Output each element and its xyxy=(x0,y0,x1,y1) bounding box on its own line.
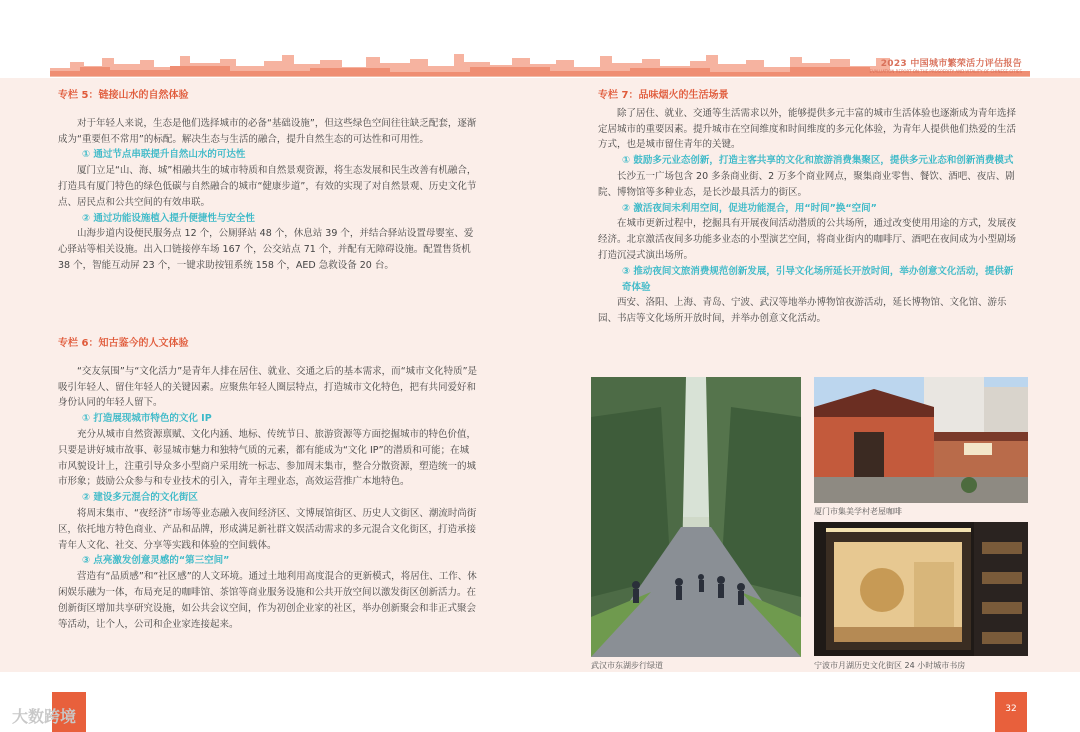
column-6-subhead-2: ② 建设多元混合的文化街区 xyxy=(82,492,198,504)
page-footer xyxy=(0,672,1080,732)
page-number: 32 xyxy=(995,692,1027,732)
column-7-subhead-3: ③ 推动夜间文旅消费规范创新发展，引导文化场所延长开放时间，举办创意文化活动，提供新奇体验 xyxy=(622,265,1014,293)
column-6-subhead-3: ③ 点亮激发创意灵感的“第三空间” xyxy=(82,555,230,567)
header-divider xyxy=(50,76,1030,77)
column-7-title: 专栏 7：品味烟火的生活场景 xyxy=(598,90,729,101)
photo-caption-ningbo: 宁波市月湖历史文化街区 24 小时城市书房 xyxy=(814,661,966,670)
column-5-title: 专栏 5：链接山水的自然体验 xyxy=(58,90,189,101)
column-7-subhead-2: ② 激活夜间未利用空间，促进功能混合，用“时间”换“空间” xyxy=(622,202,877,214)
column-7-intro: 除了居住、就业、交通等生活需求以外，能够提供多元丰富的城市生活体验也逐渐成为青年选择定居城市的重要因素。提升城市在空间维度和时间维度的多元化体验，为青年人提供他们热爱的生活方式，也是城市留住青年的关键。 xyxy=(598,107,1017,151)
photo-xiamen-coffee xyxy=(814,377,1028,503)
page-header xyxy=(0,0,1080,78)
column-6-para-2: 将周末集市、“夜经济”市场等业态融入夜间经济区、文博展馆街区、历史人文街区、潮流时尚街区，依托地方特色商业、产品和品牌，形成满足新社群文娱活动需求的多元混合文化街区，打造承接青年人文化、社交、分享等实践和体验的空间载体。 xyxy=(58,507,477,551)
column-7 xyxy=(598,88,1020,327)
column-5-para-2: 山海步道内设便民服务点 12 个，公厕驿站 48 个，休息站 39 个，并结合驿站设置母婴室、爱心驿站等相关设施。出入口链接停车场 167 个，公交站点 71 个，并配有无障碍设施。配置售货机 38 个，智能互动屏 23 个，一键求助按钮系统 158 个，AED 急救设备 20 台。 xyxy=(58,228,474,271)
column-5-intro: 对于年轻人来说，生态是他们选择城市的必备“基础设施”，但这些绿色空间往往缺乏配套，逐渐成为“重要但不常用”的标配。解决生态与生活的融合，提升自然生态的可达性和可用性。 xyxy=(58,117,477,145)
column-7-para-1: 长沙五一广场包含 20 多条商业街、2 万多个商业网点，聚集商业零售、餐饮、酒吧、夜店、剧院、博物馆等多种业态，是长沙最具活力的街区。 xyxy=(598,170,1015,198)
column-6 xyxy=(58,336,478,632)
column-7-subhead-1: ① 鼓励多元业态创新，打造主客共享的文化和旅游消费集聚区，提供多元业态和创新消费模式 xyxy=(622,155,1014,167)
column-5-subhead-2: ② 通过功能设施植入提升便捷性与安全性 xyxy=(82,212,255,224)
column-6-subhead-1: ① 打造展现城市特色的文化 IP xyxy=(82,413,212,425)
photo-ningbo-bookstore xyxy=(814,522,1028,656)
column-6-title: 专栏 6：知古鉴今的人文体验 xyxy=(58,338,189,349)
column-7-para-2: 在城市更新过程中，挖掘具有开展夜间活动潜质的公共场所，通过改变使用用途的方式，发展夜经济。北京激活夜间多功能多业态的小型演艺空间，将商业街内的咖啡厅、酒吧在夜间成为小型剧场打造沉浸式演出场所。 xyxy=(598,218,1017,261)
column-5 xyxy=(58,88,478,274)
column-5-subhead-1: ① 通过节点串联提升自然山水的可达性 xyxy=(82,149,246,161)
photo-wuhan-greenway xyxy=(591,377,801,657)
column-5-para-1: 厦门立足“山、海、城”相融共生的城市特质和自然景观资源，将生态发展和民生改善有机融合，打造具有厦门特色的绿色低碳与自然融合的城市“健康步道”，有效的实现了对自然景观、历史文化节点、居民点和公共空间的有效串联。 xyxy=(58,165,477,208)
column-6-para-3: 营造有“品质感”和“社区感”的人文环境。通过土地利用高度混合的更新模式，将居住、工作、休闲娱乐融为一体，布局充足的咖啡馆、茶馆等商业服务设施和公共开放空间以激发街区创新活力。在创新街区增加共享研究设施，如公共会议空间，作为初创企业家的社区，举办创新聚会和非正式聚会等活动，让个人，公司和企业家连接起来。 xyxy=(58,571,477,630)
watermark-text: 大数跨境 xyxy=(12,707,77,726)
photo-caption-wuhan: 武汉市东湖步行绿道 xyxy=(591,661,663,670)
column-7-para-3: 西安、洛阳、上海、青岛、宁波、武汉等地举办博物馆夜游活动，延长博物馆、文化馆、游乐园、书店等文化场所开放时间，并举办创意文化活动。 xyxy=(598,297,1007,325)
column-6-intro: “交友氛围”与“文化活力”是青年人排在居住、就业、交通之后的基本需求，而“城市文化特质”是吸引年轻人、留住年轻人的关键因素。应聚焦年轻人圈层特点，打造城市文化特色，把有共同爱好和身份认同的年轻人留下。 xyxy=(58,365,478,409)
report-title: 2023 中国城市繁荣活力评估报告 xyxy=(880,59,1022,69)
report-subtitle: EVALUATION REPORT ON THE PROSPERITY AND VITALITY OF CHINESE CITIES xyxy=(869,69,1022,74)
photo-caption-xiamen: 厦门市集美学村老屋咖啡 xyxy=(814,507,902,516)
column-6-para-1: 充分从城市自然资源禀赋、文化内涵、地标、传统节日、旅游资源等方面挖掘城市的特色价值，只要是讲好城市故事、彰显城市魅力和独特气质的元素，都有能成为“文化 IP”的潜质和可能；在城市风貌设计上，注重引导众多小型商户采用统一标志、参加周末集市，整合分散资源，塑造统一的城市形象；鼓励公众参与和专业技术的引入，青年主理业态，高效运营推广本地特色。 xyxy=(58,428,477,488)
